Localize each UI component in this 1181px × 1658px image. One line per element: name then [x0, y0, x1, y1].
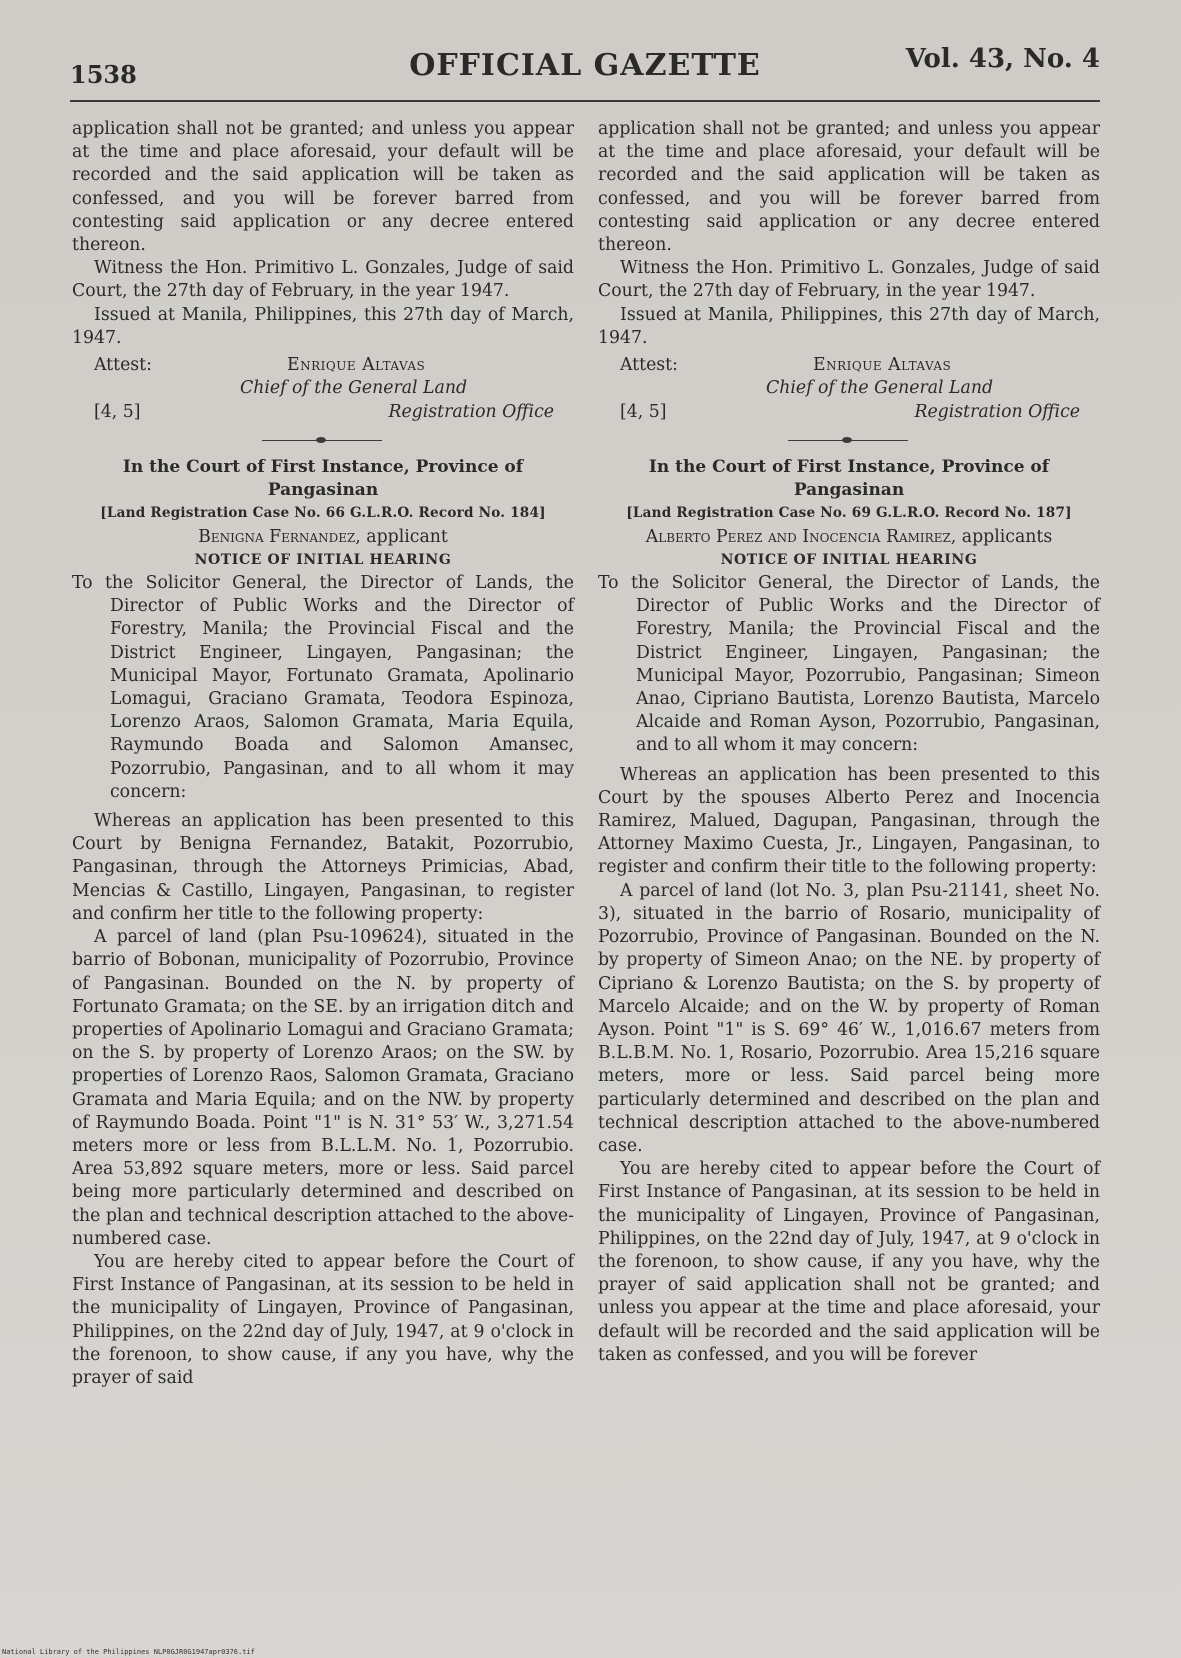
citation-paragraph: You are hereby cited to appear before the Court of First Instance of Pangasinan, at its session to be held in the municipality of Lingayen, Province of Pangasinan, Philippines, on the 22nd day of July, 1947, at 9 o'clock in the forenoon, to show cause, if any you have, why the prayer of said application shall not be granted; and unless you appear at the time and place aforesaid, your default will be recorded and the said application will be taken as confessed, and you will be forever [598, 1159, 1100, 1365]
issue-reference: [4, 5] [620, 402, 667, 423]
attest-title-line-2: Registration Office [388, 402, 554, 423]
applicant-role: applicant [366, 526, 448, 547]
section-divider [72, 426, 574, 456]
case-reference: [Land Registration Case No. 69 G.L.R.O. Record No. 187] [626, 505, 1072, 522]
attestation-block [598, 354, 1100, 426]
whereas-paragraph: Whereas an application has been presented to this Court by Benigna Fernandez, Batakit, Pozorrubio, Pangasinan, through the Attorneys Primicias, Abad, Mencias & Castillo, Lingayen, Pangasinan, to register and confirm her title to the following property: [72, 811, 574, 924]
addressees-paragraph: To the Solicitor General, the Director of Lands, the Director of Public Works and the Director of Forestry, Manila; the Provincial Fiscal and the District Engineer, Lingayen, Pangasinan; the Municipal Mayor, Pozorrubio, Pangasinan; Simeon Anao, Cipriano Bautista, Lorenzo Bautista, Marcelo Alcaide and Roman Ayson, Pozorrubio, Pangasinan, and to all whom it may concern: [598, 573, 1100, 756]
right-column [598, 118, 1100, 1367]
publication-title: OFFICIAL GAZETTE [409, 48, 761, 83]
witness-paragraph: Witness the Hon. Primitivo L. Gonzales, Judge of said Court, the 27th day of February, in the year 1947. [598, 258, 1100, 302]
attest-label: Attest: [620, 355, 678, 376]
attest-name: Enrique Altavas [287, 355, 426, 376]
continued-paragraph: application shall not be granted; and unless you appear at the time and place aforesaid, your default will be recorded and the said application will be taken as confessed, and you will be forever barred from contesting said application or any decree entered thereon. [598, 119, 1100, 256]
header-rule [70, 100, 1100, 102]
notice-heading: NOTICE OF INITIAL HEARING [194, 551, 452, 568]
case-reference: [Land Registration Case No. 66 G.L.R.O. Record No. 184] [100, 505, 546, 522]
left-column [72, 118, 574, 1390]
applicant-line [72, 526, 574, 549]
section-divider [598, 426, 1100, 456]
notice-heading: NOTICE OF INITIAL HEARING [720, 551, 978, 568]
scan-footer: National Library of the Philippines NLP0GJR0G1947apr0376.tif [2, 1648, 255, 1656]
attest-name: Enrique Altavas [813, 355, 952, 376]
court-heading: In the Court of First Instance, Province of Pangasinan [648, 457, 1050, 501]
witness-paragraph: Witness the Hon. Primitivo L. Gonzales, Judge of said Court, the 27th day of February, in the year 1947. [72, 258, 574, 302]
applicant-line [598, 526, 1100, 549]
volume-issue: Vol. 43, No. 4 [905, 44, 1100, 74]
page-header [70, 40, 1100, 90]
applicant-name: Alberto Perez and Inocencia Ramirez, [645, 526, 957, 547]
issue-reference: [4, 5] [94, 402, 141, 423]
citation-paragraph: You are hereby cited to appear before the Court of First Instance of Pangasinan, at its session to be held in the municipality of Lingayen, Province of Pangasinan, Philippines, on the 22nd day of July, 1947, at 9 o'clock in the forenoon, to show cause, if any you have, why the prayer of said [72, 1251, 574, 1388]
addressees-paragraph: To the Solicitor General, the Director of Lands, the Director of Public Works and the Director of Forestry, Manila; the Provincial Fiscal and the District Engineer, Lingayen, Pangasinan; the Municipal Mayor, Fortunato Gramata, Apolinario Lomagui, Graciano Gramata, Teodora Espinoza, Lorenzo Araos, Salomon Gramata, Maria Equila, Raymundo Boada and Salomon Amansec, Pozorrubio, Pangasinan, and to all whom it may concern: [72, 573, 574, 802]
attestation-block [72, 354, 574, 426]
issued-paragraph: Issued at Manila, Philippines, this 27th day of March, 1947. [598, 304, 1100, 348]
page-number: 1538 [70, 60, 137, 89]
applicant-name: Benigna Fernandez, [198, 526, 361, 547]
whereas-paragraph: Whereas an application has been presented to this Court by the spouses Alberto Perez and Inocencia Ramirez, Malued, Dagupan, Pangasinan, through the Attorney Maximo Cuesta, Jr., Lingayen, Pangasinan, to register and confirm their title to the following property: [598, 764, 1100, 878]
court-heading: In the Court of First Instance, Province of Pangasinan [122, 457, 524, 501]
attest-title-line-1: Chief of the General Land [766, 378, 994, 399]
continued-paragraph: application shall not be granted; and unless you appear at the time and place aforesaid, your default will be recorded and the said application will be taken as confessed, and you will be forever barred from contesting said application or any decree entered thereon. [72, 119, 574, 256]
issued-paragraph: Issued at Manila, Philippines, this 27th day of March, 1947. [72, 304, 574, 348]
attest-title-line-1: Chief of the General Land [240, 378, 468, 399]
applicant-role: applicants [961, 526, 1053, 547]
parcel-description: A parcel of land (plan Psu-109624), situated in the barrio of Bobonan, municipality of Pozorrubio, Province of Pangasinan. Bounded on the N. by property of Fortunato Gramata; on the SE. by an irrigation ditch and properties of Apolinario Lomagui and Graciano Gramata; on the S. by property of Lorenzo Araos; on the SW. by properties of Lorenzo Raos, Salomon Gramata, Graciano Gramata and Maria Equila; and on the NW. by property of Raymundo Boada. Point "1" is N. 31° 53′ W., 3,271.54 meters more or less from B.L.L.M. No. 1, Pozorrubio. Area 53,892 square meters, more or less. Said parcel being more particularly determined and described on the plan and technical description attached to the above-numbered case. [72, 927, 574, 1249]
attest-label: Attest: [94, 355, 152, 376]
parcel-description: A parcel of land (lot No. 3, plan Psu-21141, sheet No. 3), situated in the barrio of Rosario, municipality of Pozorrubio, Province of Pangasinan. Bounded on the N. by property of Simeon Anao; on the NE. by property of Cipriano & Lorenzo Bautista; on the S. by property of Marcelo Alcaide; and on the W. by property of Roman Ayson. Point "1" is S. 69° 46′ W., 1,016.67 meters from B.L.B.M. No. 1, Rosario, Pozorrubio. Area 15,216 square meters, more or less. Said parcel being more particularly determined and described on the plan and technical description attached to the above-numbered case. [598, 880, 1100, 1156]
attest-title-line-2: Registration Office [914, 402, 1080, 423]
